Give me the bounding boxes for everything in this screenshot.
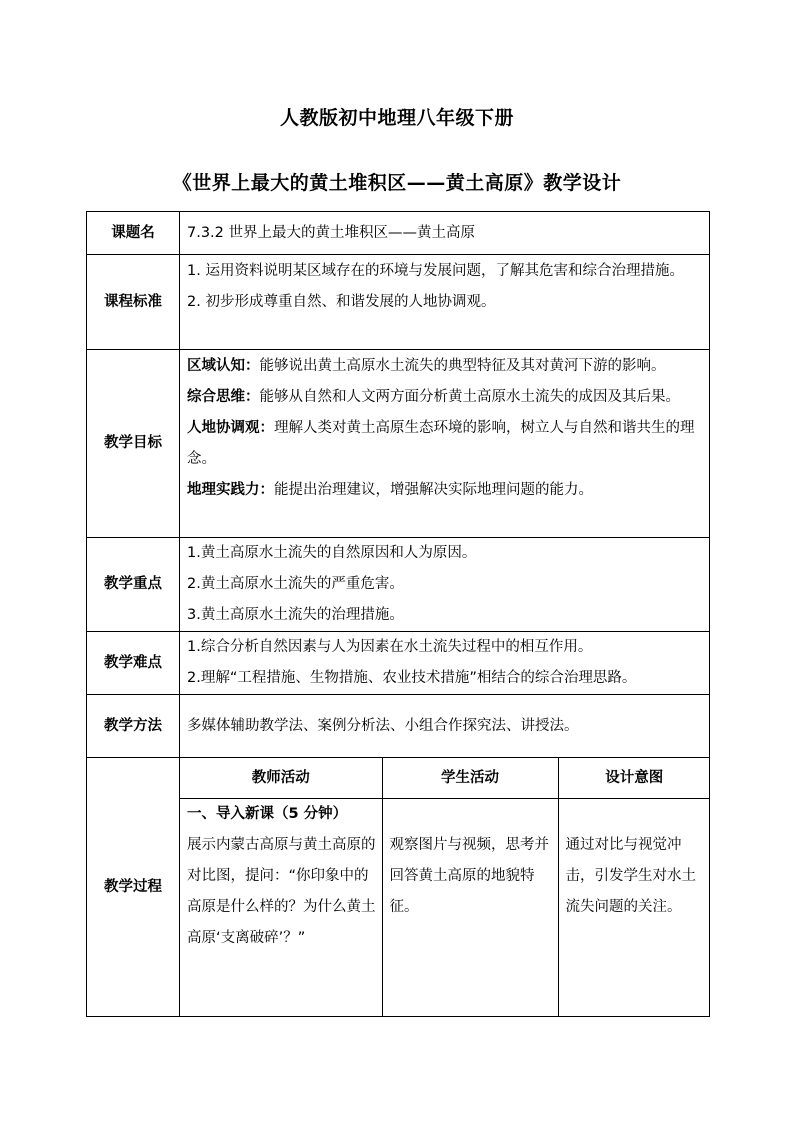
row-objectives bbox=[87, 350, 710, 538]
objective-item bbox=[187, 351, 709, 382]
process-table bbox=[180, 758, 710, 1016]
design-intent bbox=[558, 799, 710, 1016]
label-methods: 教学方法 bbox=[87, 695, 180, 758]
objective-text: 能够从自然和人文两方面分析黄土高原水土流失的成因及其后果。 bbox=[259, 389, 680, 405]
student-text: 观察图片与视频，思考并回答黄土高原的地貌特征。 bbox=[389, 837, 549, 915]
label-keypoints: 教学重点 bbox=[87, 538, 180, 632]
row-process bbox=[87, 758, 710, 1017]
teacher-text: 展示内蒙古高原与黄土高原的对比图，提问：“你印象中的高原是什么样的？为什么黄土高原‘支离破碎’？” bbox=[187, 837, 376, 946]
row-difficulties bbox=[87, 632, 710, 695]
intent-text: 通过对比与视觉冲击，引发学生对水土流失问题的关注。 bbox=[565, 837, 696, 915]
difficulty-item: 1.综合分析自然因素与人为因素在水土流失过程中的相互作用。 bbox=[187, 639, 593, 655]
objective-item bbox=[187, 413, 709, 475]
keypoint-item: 1.黄土高原水土流失的自然原因和人为原因。 bbox=[187, 545, 477, 561]
row-keypoints bbox=[87, 538, 710, 632]
lesson-plan-table bbox=[86, 211, 710, 1017]
label-process: 教学过程 bbox=[87, 758, 180, 1017]
header-student: 学生活动 bbox=[382, 758, 558, 799]
label-topic: 课题名 bbox=[87, 212, 180, 255]
value-topic: 7.3.2 世界上最大的黄土堆积区——黄土高原 bbox=[180, 212, 710, 255]
document-title: 人教版初中地理八年级下册 bbox=[279, 107, 514, 129]
row-topic bbox=[87, 212, 710, 255]
header-intent: 设计意图 bbox=[558, 758, 710, 799]
value-standard bbox=[180, 255, 710, 350]
label-standard: 课程标准 bbox=[87, 255, 180, 350]
objective-text: 理解人类对黄土高原生态环境的影响，树立人与自然和谐共生的理念。 bbox=[187, 420, 695, 467]
value-methods: 多媒体辅助教学法、案例分析法、小组合作探究法、讲授法。 bbox=[180, 695, 710, 758]
objective-text: 能够说出黄土高原水土流失的典型特征及其对黄河下游的影响。 bbox=[259, 358, 666, 374]
document-subtitle: 《世界上最大的黄土堆积区——黄土高原》教学设计 bbox=[172, 172, 622, 194]
objective-head: 人地协调观： bbox=[187, 420, 274, 436]
label-difficulties: 教学难点 bbox=[87, 632, 180, 695]
standard-item: 2. 初步形成尊重自然、和谐发展的人地协调观。 bbox=[187, 294, 496, 310]
row-methods bbox=[87, 695, 710, 758]
teacher-activity bbox=[180, 799, 382, 1016]
row-standard bbox=[87, 255, 710, 350]
keypoint-item: 3.黄土高原水土流失的治理措施。 bbox=[187, 607, 404, 623]
value-objectives bbox=[180, 350, 710, 538]
objective-head: 综合思维： bbox=[187, 389, 260, 405]
objective-text: 能提出治理建议，增强解决实际地理问题的能力。 bbox=[274, 482, 593, 498]
objective-item bbox=[187, 382, 709, 413]
process-cell bbox=[180, 758, 710, 1017]
process-step-row bbox=[180, 799, 710, 1016]
step-title: 一、导入新课（5 分钟） bbox=[187, 806, 348, 822]
value-keypoints bbox=[180, 538, 710, 632]
standard-item: 1. 运用资料说明某区域存在的环境与发展问题，了解其危害和综合治理措施。 bbox=[187, 263, 684, 279]
value-difficulties bbox=[180, 632, 710, 695]
objective-head: 区域认知： bbox=[187, 358, 260, 374]
keypoint-item: 2.黄土高原水土流失的严重危害。 bbox=[187, 576, 404, 592]
objective-item bbox=[187, 475, 709, 506]
header-teacher: 教师活动 bbox=[180, 758, 382, 799]
process-header-row bbox=[180, 758, 710, 799]
student-activity bbox=[382, 799, 558, 1016]
difficulty-item: 2.理解“工程措施、生物措施、农业技术措施”相结合的综合治理思路。 bbox=[187, 670, 637, 686]
objective-head: 地理实践力： bbox=[187, 482, 274, 498]
label-objectives: 教学目标 bbox=[87, 350, 180, 538]
